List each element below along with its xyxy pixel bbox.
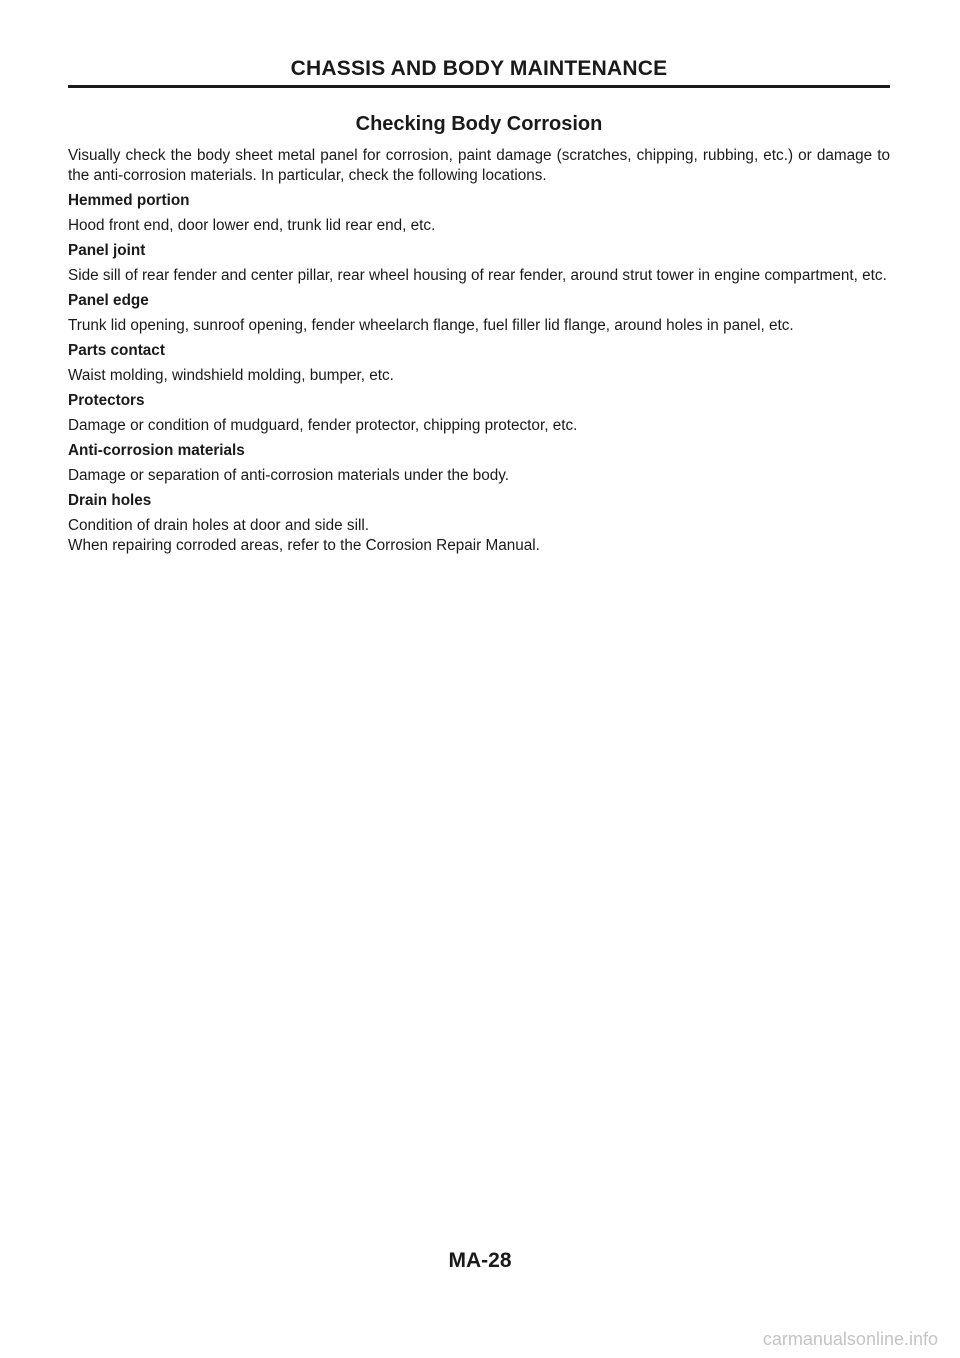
header-title: CHASSIS AND BODY MAINTENANCE <box>290 57 668 80</box>
section-body: Damage or condition of mudguard, fender protector, chipping protector, etc. <box>68 417 578 434</box>
section-protectors <box>68 391 890 436</box>
section-body: Side sill of rear fender and center pillar, rear wheel housing of rear fender, around strut tower in engine compartment, etc. <box>68 267 887 284</box>
section-heading: Protectors <box>68 392 145 409</box>
intro-paragraph: Visually check the body sheet metal panel for corrosion, paint damage (scratches, chipping, rubbing, etc.) or damage to the anti-corrosion materials. In particular, check the following locations. <box>68 147 890 184</box>
page-number: MA-28 <box>448 1249 512 1272</box>
section-heading: Panel joint <box>68 242 146 259</box>
section-parts-contact <box>68 341 890 386</box>
section-heading: Drain holes <box>68 492 152 509</box>
closing-note: When repairing corroded areas, refer to the Corrosion Repair Manual. <box>68 537 540 554</box>
section-heading: Parts contact <box>68 342 165 359</box>
section-body: Damage or separation of anti-corrosion materials under the body. <box>68 467 510 484</box>
section-drain-holes <box>68 491 890 536</box>
section-heading: Panel edge <box>68 292 149 309</box>
section-panel-joint <box>68 241 890 286</box>
section-body: Trunk lid opening, sunroof opening, fender wheelarch flange, fuel filler lid flange, around holes in panel, etc. <box>68 317 794 334</box>
page-header <box>68 56 890 88</box>
section-panel-edge <box>68 291 890 336</box>
section-body: Hood front end, door lower end, trunk lid rear end, etc. <box>68 217 436 234</box>
section-heading: Hemmed portion <box>68 192 190 209</box>
section-body: Waist molding, windshield molding, bumper, etc. <box>68 367 394 384</box>
page-title: Checking Body Corrosion <box>355 113 603 135</box>
section-heading: Anti-corrosion materials <box>68 442 245 459</box>
section-anti-corrosion-materials <box>68 441 890 486</box>
section-body: Condition of drain holes at door and side sill. <box>68 517 370 534</box>
header-rule <box>68 85 890 88</box>
main-content <box>68 110 890 556</box>
watermark: carmanualsonline.info <box>762 1329 938 1349</box>
section-hemmed-portion <box>68 191 890 236</box>
